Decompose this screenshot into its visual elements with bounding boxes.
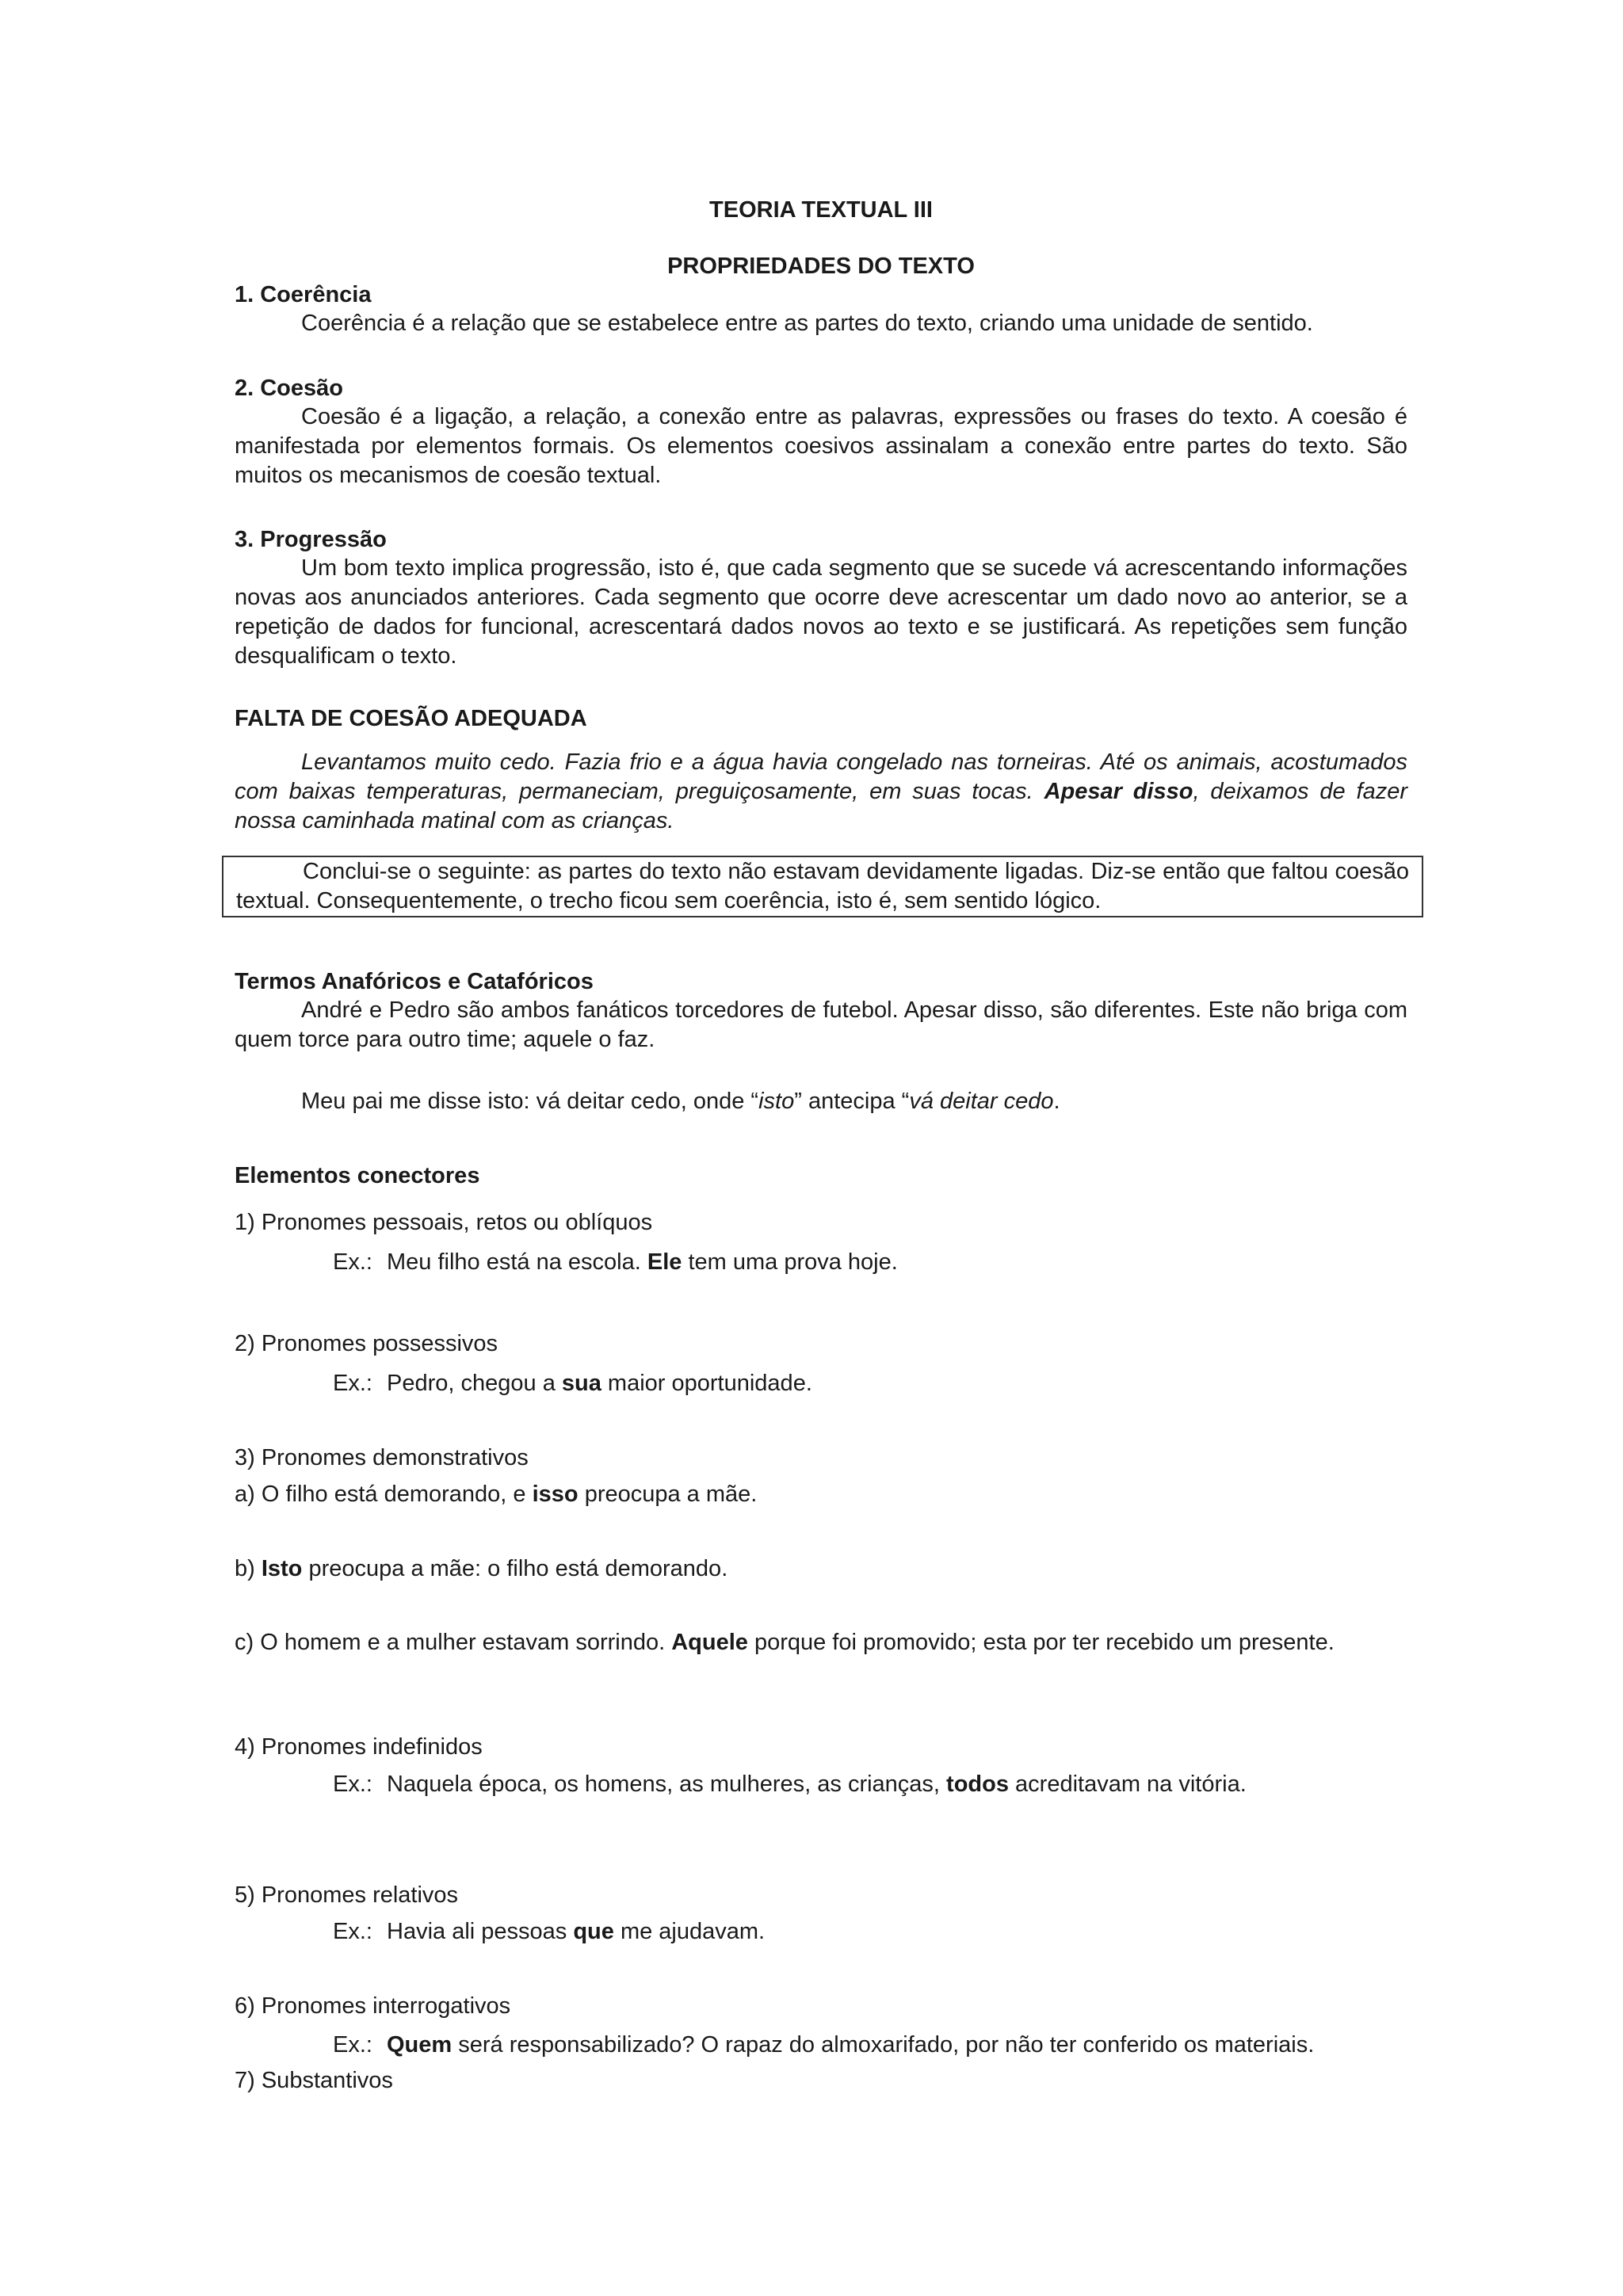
item5-example <box>235 1917 1506 1947</box>
termos-text: André e Pedro são ambos fanáticos torcedores de futebol. Apesar disso, são diferentes. Este não briga com quem torce para outro time; aquele o faz. <box>235 997 1407 1052</box>
ex-label: Ex.: <box>333 1249 372 1275</box>
document-title: TEORIA TEXTUAL III <box>709 197 933 223</box>
termos-heading: Termos Anafóricos e Catafóricos <box>235 969 594 994</box>
item3-c <box>235 1628 1407 1657</box>
item1-example <box>235 1248 1506 1277</box>
item5-label: 5) Pronomes relativos <box>235 1882 459 1908</box>
termos-example-c: ” antecipa “ <box>794 1089 910 1114</box>
item3-b <box>235 1554 1407 1584</box>
conclusion-text: Conclui-se o seguinte: as partes do texto não estavam devidamente ligadas. Diz-se então que faltou coesão textual. Consequentemente, o trecho ficou sem coerência, isto é, sem sentido lógico. <box>236 859 1409 913</box>
item5-ex-pre: Havia ali pessoas <box>387 1919 574 1944</box>
termos-example-b: isto <box>758 1089 795 1114</box>
section1-text: Coerência é a relação que se estabelece entre as partes do texto, criando uma unidade de sentido. <box>301 311 1313 336</box>
falta-example-part1: Levantamos muito cedo. Fazia frio e a água havia congelado nas torneiras. Até os animais, acostumados com baixas temperaturas, permaneciam, preguiçosamente, em suas tocas. <box>235 749 1407 804</box>
ex-label: Ex.: <box>333 1772 372 1797</box>
item1-label: 1) Pronomes pessoais, retos ou oblíquos <box>235 1210 653 1235</box>
falta-example-part2: , deixamos de fazer nossa caminhada matinal com as crianças. <box>235 779 1407 833</box>
item3-label: 3) Pronomes demonstrativos <box>235 1445 529 1470</box>
item3-b-bold: Isto <box>261 1556 303 1581</box>
item3-b-pre: b) <box>235 1556 262 1581</box>
item1-ex-pre: Meu filho está na escola. <box>387 1249 647 1275</box>
item3-b-post: preocupa a mãe: o filho está demorando. <box>302 1556 728 1581</box>
termos-example-e: . <box>1053 1089 1060 1114</box>
section1-heading: 1. Coerência <box>235 282 372 307</box>
termos-example-d: vá deitar cedo <box>909 1089 1054 1114</box>
conectores-heading: Elementos conectores <box>235 1163 480 1188</box>
item2-example <box>235 1369 1506 1398</box>
item2-ex-post: maior oportunidade. <box>601 1371 812 1396</box>
item3-a-pre: a) O filho está demorando, e <box>235 1482 533 1507</box>
item3-c-bold: Aquele <box>671 1630 748 1655</box>
item7-label: 7) Substantivos <box>235 2068 393 2093</box>
ex-label: Ex.: <box>333 1371 372 1396</box>
section3-heading: 3. Progressão <box>235 527 387 552</box>
termos-example <box>235 1087 1407 1116</box>
item4-ex-post: acreditavam na vitória. <box>1008 1772 1247 1797</box>
item6-example <box>235 2031 1506 2060</box>
document-subtitle: PROPRIEDADES DO TEXTO <box>667 254 975 279</box>
item4-ex-pre: Naquela época, os homens, as mulheres, as crianças, <box>387 1772 947 1797</box>
item3-c-pre: c) O homem e a mulher estavam sorrindo. <box>235 1630 672 1655</box>
item3-a-bold: isso <box>532 1482 579 1507</box>
item6-ex-post: será responsabilizado? O rapaz do almoxarifado, por não ter conferido os materiais. <box>452 2032 1315 2058</box>
item3-a <box>235 1480 1407 1509</box>
falta-example <box>235 748 1407 836</box>
conclusion-box <box>222 856 1423 917</box>
item4-ex-bold: todos <box>946 1772 1009 1797</box>
ex-label: Ex.: <box>333 1919 372 1944</box>
item2-ex-bold: sua <box>561 1371 601 1396</box>
item3-a-post: preocupa a mãe. <box>578 1482 758 1507</box>
item1-ex-bold: Ele <box>647 1249 682 1275</box>
section3-text: Um bom texto implica progressão, isto é, que cada segmento que se sucede vá acrescentando informações novas aos anunciados anteriores. Cada segmento que ocorre deve acrescentar um dado novo ao anterior, se a repetição de dados for funcional, acrescentará dados novos ao texto e se justificará. As repetições sem função desqualificam o texto. <box>235 555 1407 669</box>
section2-heading: 2. Coesão <box>235 376 343 401</box>
item1-ex-post: tem uma prova hoje. <box>682 1249 898 1275</box>
section2-text: Coesão é a ligação, a relação, a conexão entre as palavras, expressões ou frases do texto. A coesão é manifestada por elementos formais. Os elementos coesivos assinalam a conexão entre partes do texto. São muitos os mecanismos de coesão textual. <box>235 404 1407 488</box>
item4-label: 4) Pronomes indefinidos <box>235 1734 483 1760</box>
item6-label: 6) Pronomes interrogativos <box>235 1993 511 2019</box>
falta-example-bold: Apesar disso <box>1044 779 1193 804</box>
item4-example <box>235 1770 1506 1799</box>
item5-ex-post: me ajudavam. <box>613 1919 766 1944</box>
termos-example-a: Meu pai me disse isto: vá deitar cedo, onde “ <box>301 1089 759 1114</box>
item2-ex-pre: Pedro, chegou a <box>387 1371 562 1396</box>
item2-label: 2) Pronomes possessivos <box>235 1331 498 1356</box>
item3-c-post: porque foi promovido; esta por ter recebido um presente. <box>747 1630 1335 1655</box>
item6-ex-bold: Quem <box>387 2032 453 2058</box>
item5-ex-bold: que <box>573 1919 614 1944</box>
falta-heading: FALTA DE COESÃO ADEQUADA <box>235 706 587 731</box>
ex-label: Ex.: <box>333 2032 372 2058</box>
